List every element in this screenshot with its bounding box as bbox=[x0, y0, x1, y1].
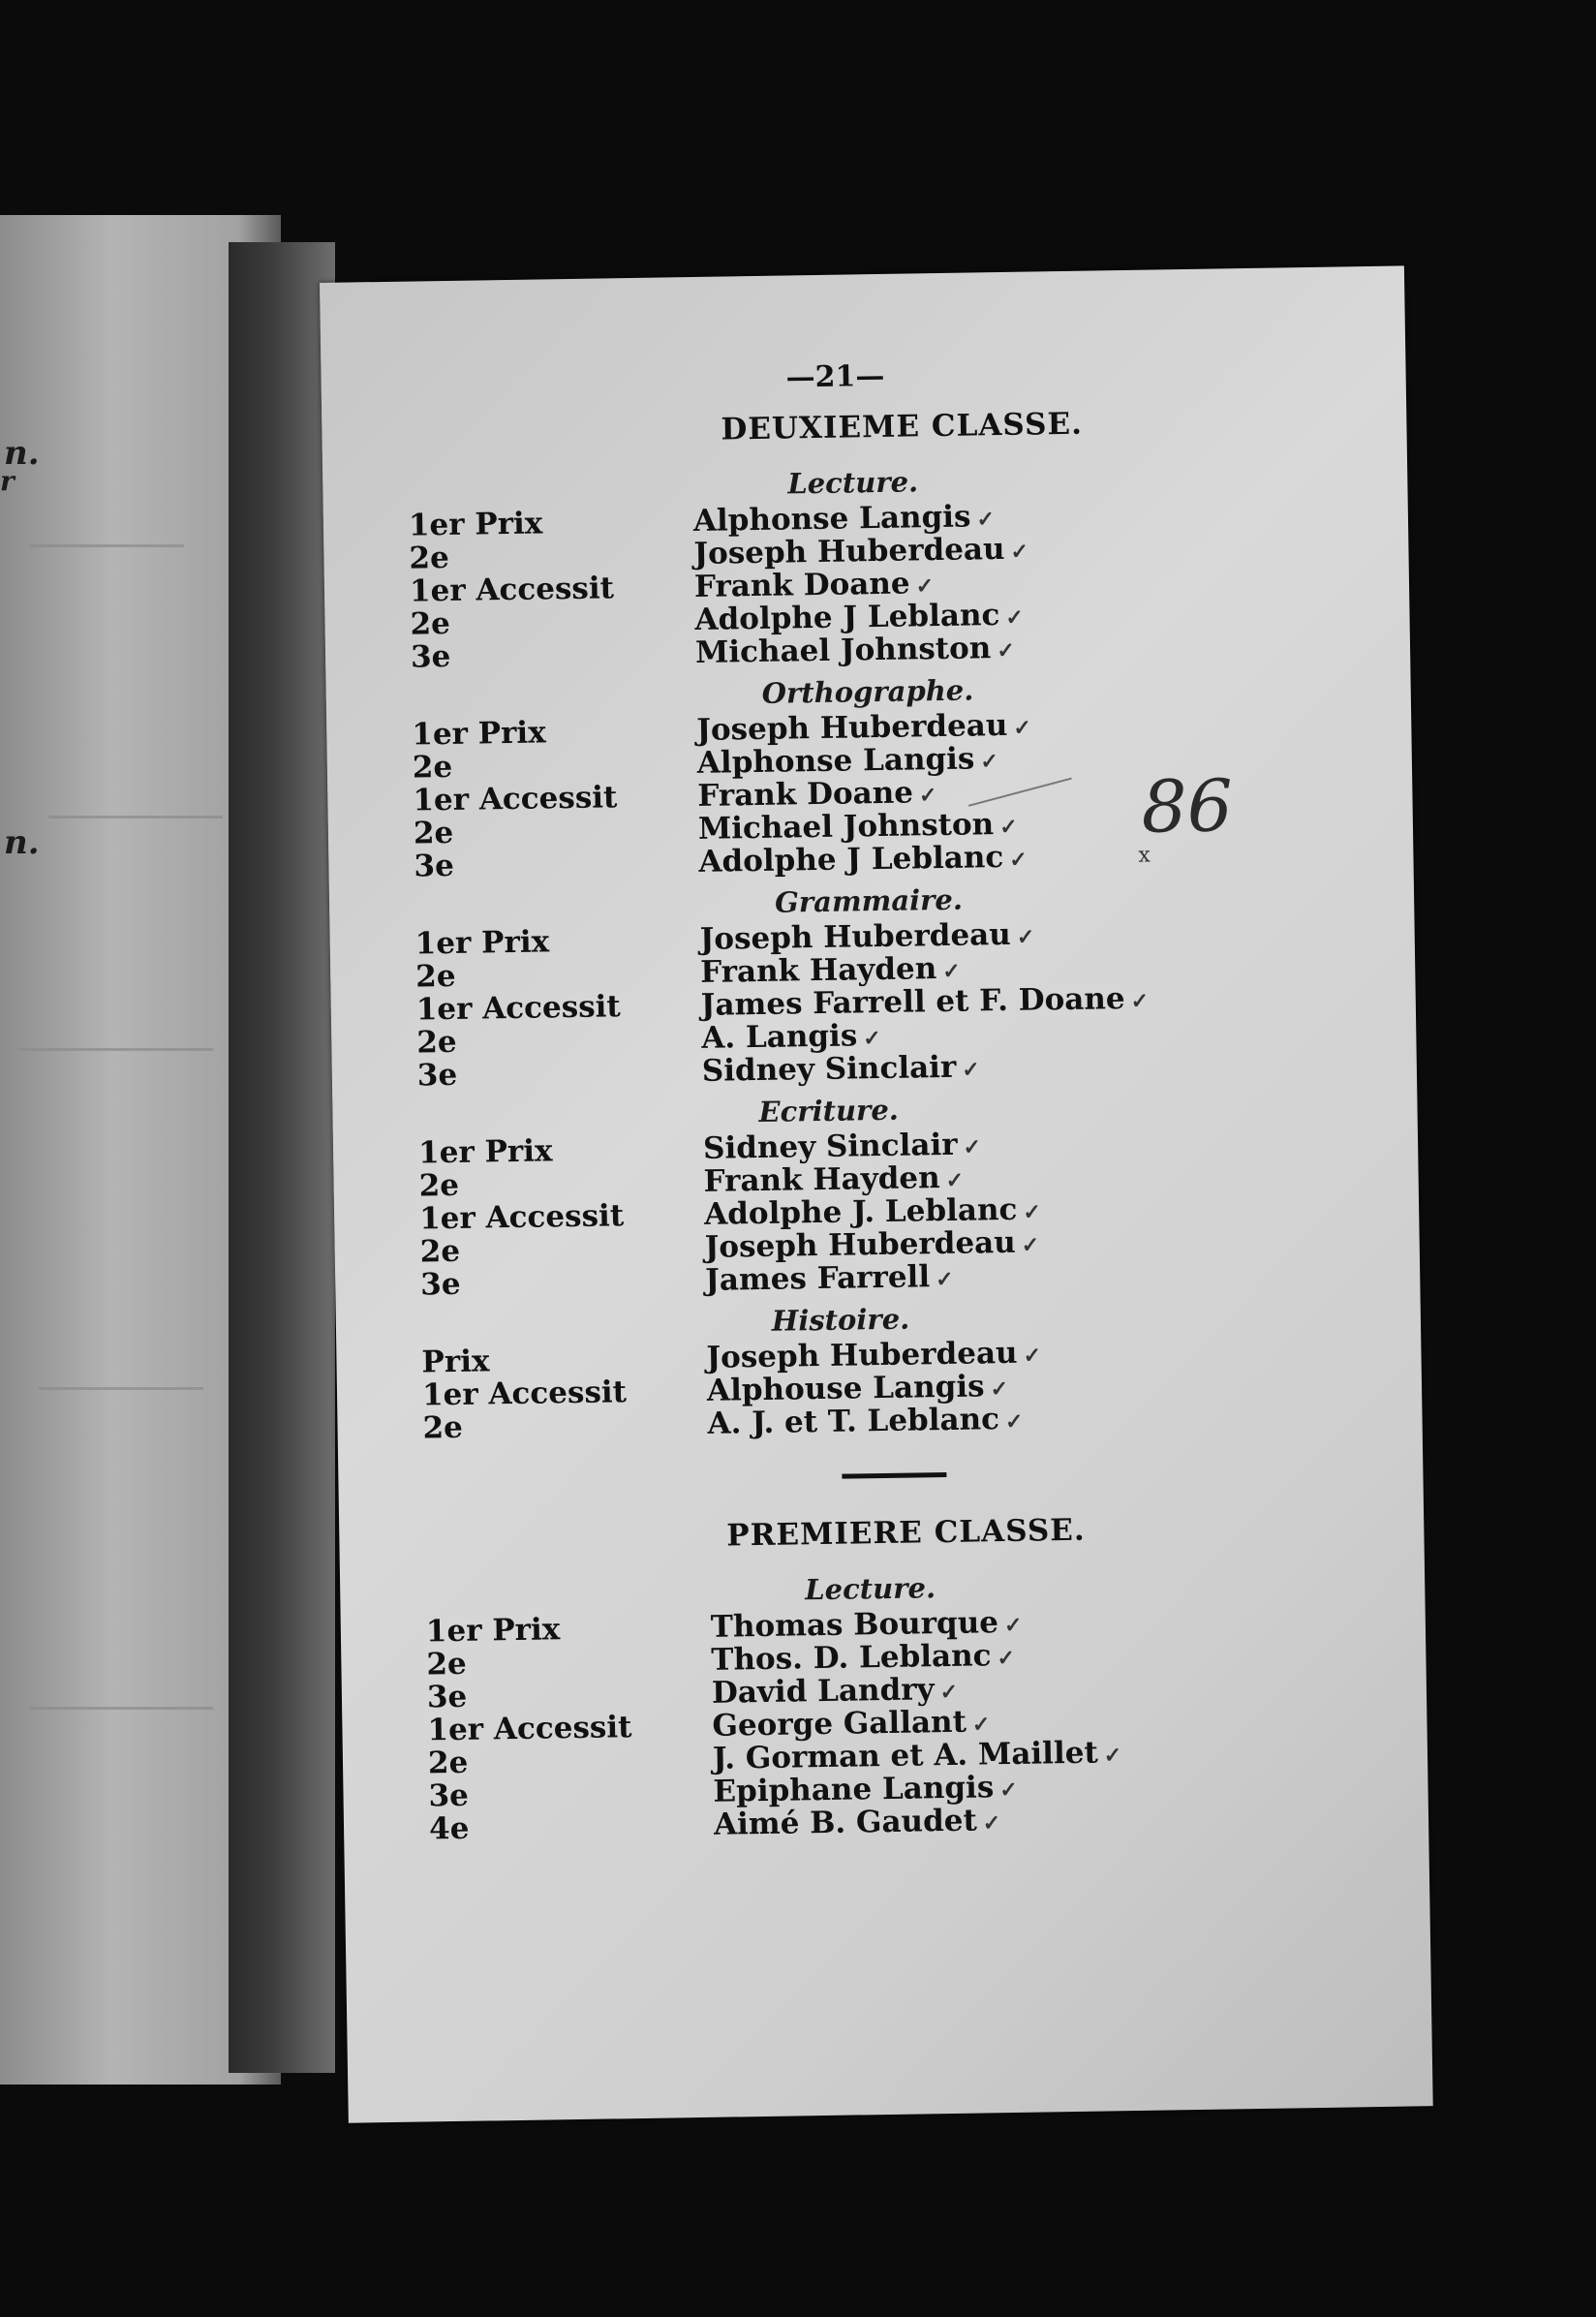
book-gutter bbox=[229, 242, 335, 2073]
section-divider bbox=[842, 1472, 946, 1479]
check-mark-icon: ✓ bbox=[976, 507, 996, 533]
prize-rank: 3e bbox=[414, 848, 455, 884]
student-name: Alphouse Langis ✓ bbox=[706, 1369, 1009, 1408]
check-mark-icon: ✓ bbox=[1004, 1408, 1024, 1436]
student-name: A. Langis ✓ bbox=[701, 1018, 881, 1056]
class-heading: PREMIERE CLASSE. bbox=[726, 1512, 1086, 1554]
prize-rank: 2e bbox=[426, 1646, 467, 1683]
subject-title: Ecriture. bbox=[758, 1093, 900, 1128]
prize-rank: 4e bbox=[428, 1810, 470, 1847]
check-mark-icon: ✓ bbox=[915, 573, 935, 600]
prize-rank: 2e bbox=[416, 1024, 457, 1061]
check-mark-icon: ✓ bbox=[1009, 847, 1028, 873]
left-page-fragment: n. bbox=[4, 823, 40, 862]
prize-rank: 1er Prix bbox=[414, 924, 550, 962]
prize-rank: 3e bbox=[416, 1057, 458, 1094]
check-mark-icon: ✓ bbox=[918, 783, 937, 809]
bleed-through-line bbox=[29, 544, 184, 547]
pencil-mark: x bbox=[1138, 843, 1151, 868]
student-name: Michael Johnston ✓ bbox=[697, 807, 1018, 847]
student-name: Sidney Sinclair ✓ bbox=[702, 1127, 982, 1166]
check-mark-icon: ✓ bbox=[1010, 539, 1029, 565]
subject-title: Lecture. bbox=[804, 1571, 936, 1607]
check-mark-icon: ✓ bbox=[1023, 1343, 1042, 1369]
student-name: Thos. D. Leblanc ✓ bbox=[711, 1638, 1016, 1678]
subject-title: Grammaire. bbox=[774, 882, 964, 919]
student-name: Sidney Sinclair ✓ bbox=[701, 1049, 980, 1089]
bleed-through-line bbox=[29, 1707, 213, 1710]
check-mark-icon: ✓ bbox=[980, 749, 999, 775]
student-name: Frank Hayden ✓ bbox=[699, 951, 961, 990]
prize-rank: 1er Accessit bbox=[415, 989, 622, 1028]
student-name: Aimé B. Gaudet ✓ bbox=[713, 1803, 1001, 1842]
check-mark-icon: ✓ bbox=[1103, 1743, 1122, 1769]
prize-rank: 3e bbox=[410, 638, 451, 675]
student-name: Adolphe J. Leblanc ✓ bbox=[703, 1191, 1042, 1232]
student-name: David Landry ✓ bbox=[711, 1672, 959, 1711]
prize-rank: 1er Prix bbox=[425, 1612, 561, 1650]
check-mark-icon: ✓ bbox=[999, 814, 1018, 841]
student-name: A. J. et T. Leblanc ✓ bbox=[707, 1402, 1024, 1441]
prize-rank: 2e bbox=[427, 1745, 469, 1781]
prize-rank: 2e bbox=[412, 749, 453, 786]
subject-title: Lecture. bbox=[787, 465, 919, 501]
prize-rank: 1er Prix bbox=[417, 1133, 553, 1171]
student-name: James Farrell et F. Doane ✓ bbox=[700, 981, 1150, 1023]
prize-rank: 3e bbox=[426, 1679, 468, 1715]
prize-rank: 1er Prix bbox=[408, 506, 543, 543]
student-name: Adolphe J Leblanc ✓ bbox=[694, 598, 1025, 637]
bleed-through-line bbox=[39, 1387, 203, 1390]
class-heading: DEUXIEME CLASSE. bbox=[721, 406, 1084, 448]
student-name: Epiphane Langis ✓ bbox=[713, 1770, 1018, 1809]
check-mark-icon: ✓ bbox=[863, 1025, 881, 1052]
prize-rank: 2e bbox=[414, 958, 456, 995]
prize-rank: 2e bbox=[418, 1167, 460, 1204]
student-name: Joseph Huberdeau ✓ bbox=[704, 1224, 1040, 1265]
student-name: Joseph Huberdeau ✓ bbox=[706, 1335, 1042, 1375]
check-mark-icon: ✓ bbox=[1023, 1199, 1042, 1225]
prize-rank: 3e bbox=[419, 1266, 461, 1303]
check-mark-icon: ✓ bbox=[1013, 715, 1032, 741]
subject-title: Histoire. bbox=[771, 1302, 910, 1338]
prize-rank: 1er Accessit bbox=[409, 571, 615, 609]
student-name: Alphonse Langis ✓ bbox=[696, 741, 999, 781]
prize-rank: 1er Accessit bbox=[421, 1375, 628, 1413]
prize-rank: 2e bbox=[409, 540, 450, 576]
check-mark-icon: ✓ bbox=[945, 1167, 965, 1193]
student-name: Frank Doane ✓ bbox=[697, 775, 937, 814]
student-name: Frank Doane ✓ bbox=[693, 566, 935, 604]
prize-rank: 1er Accessit bbox=[418, 1198, 625, 1237]
check-mark-icon: ✓ bbox=[1130, 988, 1150, 1014]
prize-rank: 1er Accessit bbox=[427, 1710, 632, 1748]
student-name: Adolphe J Leblanc ✓ bbox=[698, 839, 1028, 880]
check-mark-icon: ✓ bbox=[1016, 924, 1035, 950]
check-mark-icon: ✓ bbox=[1003, 1612, 1023, 1639]
page-number: —21— bbox=[785, 358, 885, 395]
check-mark-icon: ✓ bbox=[1005, 604, 1025, 631]
check-mark-icon: ✓ bbox=[963, 1134, 982, 1160]
right-page bbox=[320, 265, 1433, 2122]
check-mark-icon: ✓ bbox=[997, 637, 1015, 664]
student-name: J. Gorman et A. Maillet ✓ bbox=[712, 1735, 1122, 1776]
check-mark-icon: ✓ bbox=[942, 958, 961, 984]
subject-title: Orthographe. bbox=[761, 673, 974, 710]
handwritten-annotation: 86 bbox=[1140, 764, 1234, 850]
bleed-through-line bbox=[19, 1048, 213, 1051]
check-mark-icon: ✓ bbox=[990, 1375, 1009, 1403]
student-name: Joseph Huberdeau ✓ bbox=[693, 531, 1029, 572]
student-name: Joseph Huberdeau ✓ bbox=[699, 916, 1035, 957]
prize-rank: 2e bbox=[410, 605, 451, 642]
student-name: Thomas Bourque ✓ bbox=[710, 1605, 1023, 1645]
student-name: Joseph Huberdeau ✓ bbox=[696, 707, 1032, 748]
check-mark-icon: ✓ bbox=[1021, 1232, 1040, 1258]
left-page-fragment: n. bbox=[4, 434, 40, 473]
check-mark-icon: ✓ bbox=[997, 1645, 1016, 1672]
prize-rank: 2e bbox=[422, 1409, 464, 1446]
student-name: George Gallant ✓ bbox=[712, 1704, 991, 1744]
check-mark-icon: ✓ bbox=[982, 1810, 1001, 1837]
check-mark-icon: ✓ bbox=[939, 1679, 959, 1706]
check-mark-icon: ✓ bbox=[999, 1776, 1018, 1804]
check-mark-icon: ✓ bbox=[962, 1057, 980, 1083]
prize-rank: 2e bbox=[413, 815, 454, 851]
prize-rank: Prix bbox=[421, 1344, 490, 1380]
student-name: Michael Johnston ✓ bbox=[694, 631, 1015, 670]
left-page-fragment: r bbox=[0, 465, 15, 497]
student-name: Alphonse Langis ✓ bbox=[692, 499, 996, 539]
prize-rank: 1er Prix bbox=[412, 715, 546, 753]
prize-rank: 1er Accessit bbox=[413, 780, 618, 819]
check-mark-icon: ✓ bbox=[971, 1712, 991, 1738]
bleed-through-line bbox=[48, 816, 223, 819]
student-name: Frank Hayden ✓ bbox=[703, 1160, 965, 1199]
student-name: James Farrell ✓ bbox=[704, 1259, 954, 1298]
check-mark-icon: ✓ bbox=[935, 1266, 954, 1293]
prize-rank: 2e bbox=[419, 1233, 461, 1270]
prize-rank: 3e bbox=[428, 1777, 470, 1814]
